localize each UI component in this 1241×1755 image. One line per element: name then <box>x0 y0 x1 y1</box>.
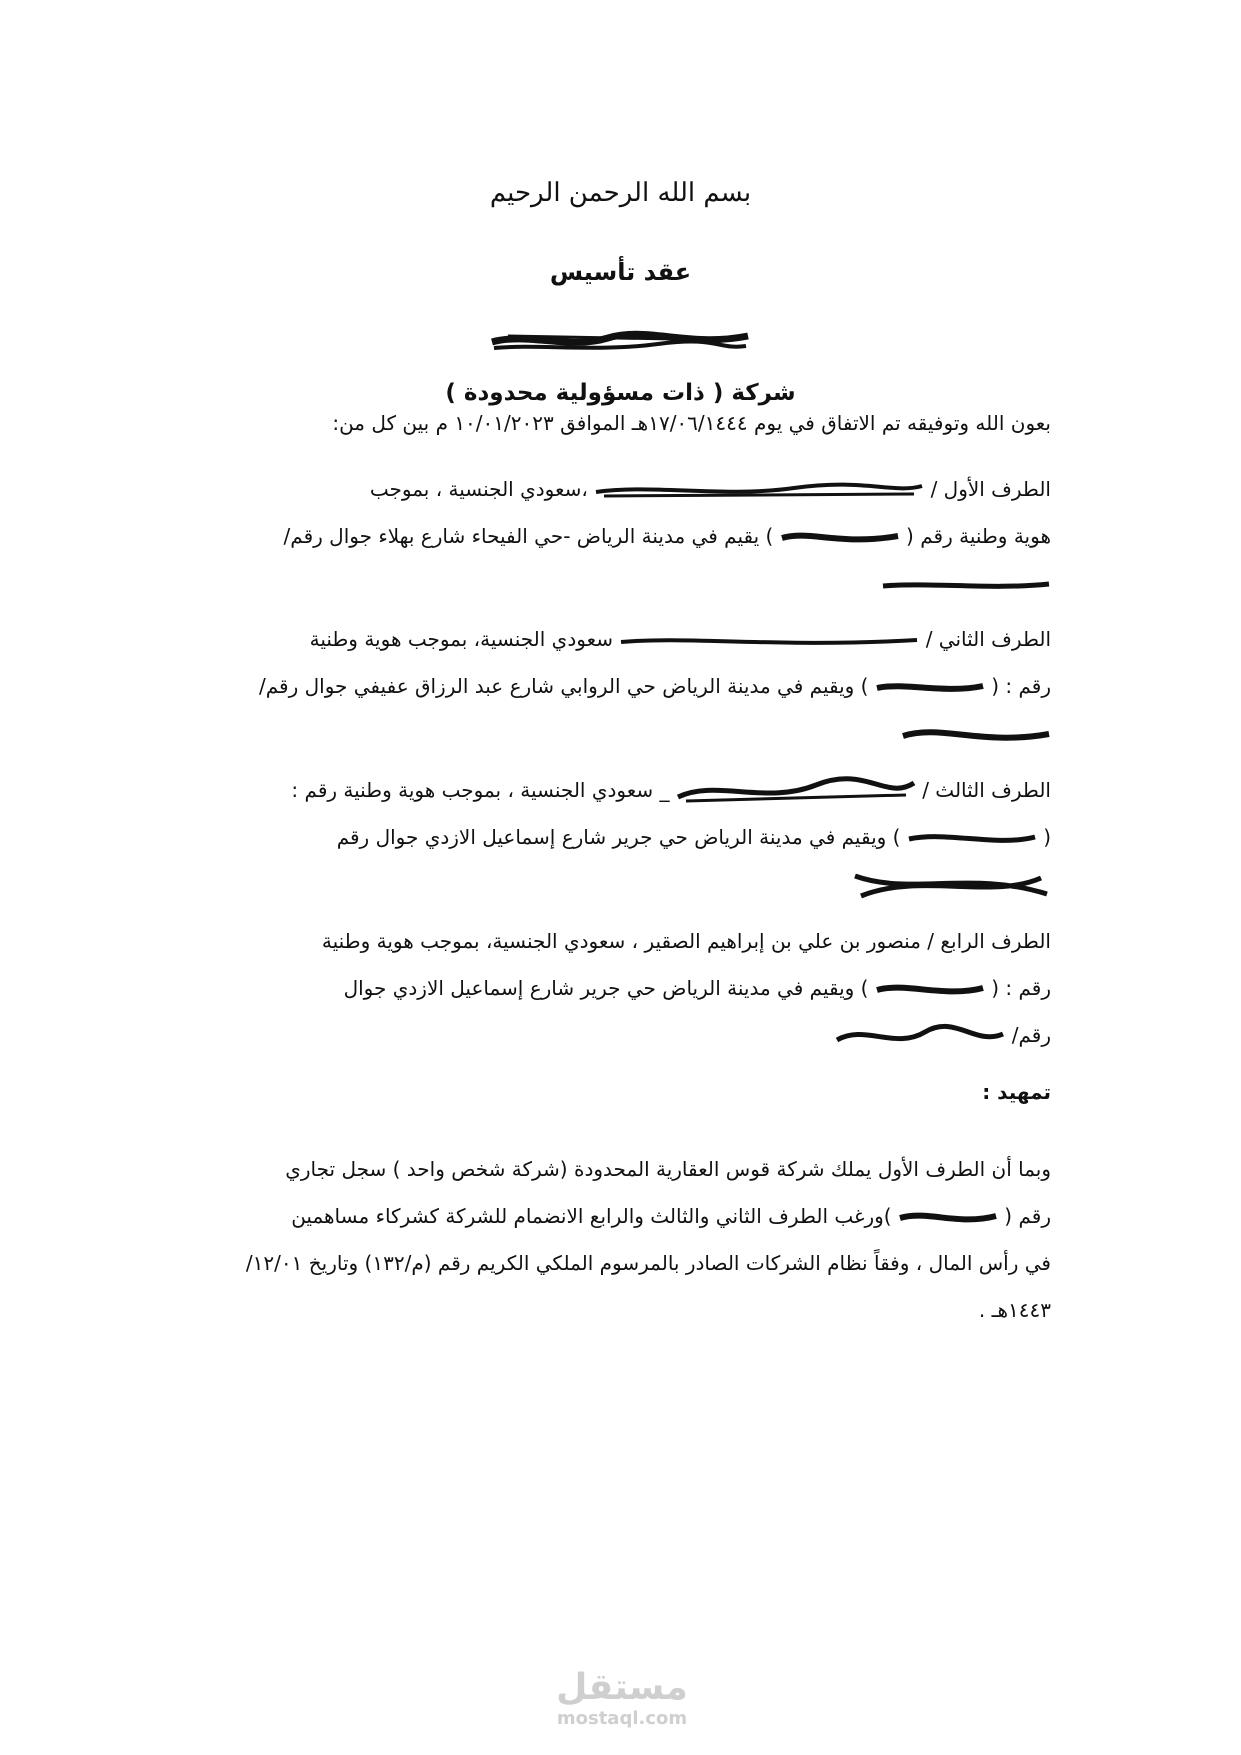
party1-line1: الطرف الأول / ،سعودي الجنسية ، بموجب <box>191 466 1051 513</box>
company-name-redaction <box>488 324 753 358</box>
party3-line2: ( ) ويقيم في مدينة الرياض حي جرير شارع إسماعيل الازدي جوال رقم <box>336 825 1051 849</box>
preamble-paragraph <box>191 1146 1051 1334</box>
party4-paragraph <box>191 918 1051 1059</box>
party2-line3 <box>191 710 1051 757</box>
party3-paragraph <box>191 767 1051 908</box>
party3-name-redaction <box>676 775 916 809</box>
preamble-line3: في رأس المال ، وفقاً نظام الشركات الصادر بالمرسوم الملكي الكريم رقم (م/١٣٢) وتاريخ ١٢/٠١/ <box>245 1251 1051 1275</box>
commercial-register-redaction <box>898 1206 998 1230</box>
party4-line3: رقم/ <box>191 1012 1051 1059</box>
party2-name-redaction <box>619 628 919 654</box>
basmala: بسم الله الرحمن الرحيم <box>489 178 752 208</box>
party4-line1: الطرف الرابع / منصور بن علي بن إبراهيم الصقير ، سعودي الجنسية، بموجب هوية وطنية <box>321 929 1051 953</box>
party2-line1: الطرف الثاني / سعودي الجنسية، بموجب هوية وطنية <box>191 616 1051 663</box>
party2-phone-redaction <box>901 722 1051 748</box>
company-type: شركة ( ذات مسؤولية محدودة ) <box>445 380 796 406</box>
party3-line3 <box>191 861 1051 908</box>
preamble-line4: ١٤٤٣هـ . <box>978 1298 1051 1322</box>
party1-line3 <box>191 560 1051 607</box>
intro-line: بعون الله وتوفيقه تم الاتفاق في يوم ١٧/٠٦/١٤٤٤هـ الموافق ١٠/٠١/٢٠٢٣ م بين كل من: <box>332 411 1051 435</box>
party3-id-redaction <box>907 827 1037 851</box>
preamble-line2: رقم ( )ورغب الطرف الثاني والثالث والرابع الانضمام للشركة كشركاء مساهمين <box>291 1204 1051 1228</box>
party1-paragraph <box>191 466 1051 607</box>
preamble-line1: وبما أن الطرف الأول يملك شركة قوس العقارية المحدودة (شركة شخص واحد ) سجل تجاري <box>285 1157 1051 1181</box>
party4-line2: رقم : ( ) ويقيم في مدينة الرياض حي جرير شارع إسماعيل الازدي جوال <box>343 976 1051 1000</box>
party2-paragraph <box>191 616 1051 757</box>
party3-line1: الطرف الثالث / _ سعودي الجنسية ، بموجب هوية وطنية رقم : <box>191 767 1051 814</box>
party1-name-redaction <box>594 476 924 506</box>
party3-phone-redaction <box>851 866 1051 906</box>
preamble-heading: تمهيد : <box>982 1080 1051 1104</box>
intro-paragraph <box>191 400 1051 447</box>
mostaql-watermark <box>542 1668 702 1730</box>
watermark-latin: mostaql.com <box>556 1708 688 1729</box>
party2-line2: رقم : ( ) ويقيم في مدينة الرياض حي الروابي شارع عبد الرزاق عفيفي جوال رقم/ <box>258 674 1051 698</box>
party2-id-redaction <box>875 676 985 700</box>
party1-label: الطرف الأول / <box>930 477 1051 501</box>
document-title: عقد تأسيس <box>549 258 692 286</box>
party1-line2: هوية وطنية رقم ( ) يقيم في مدينة الرياض -حي الفيحاء شارع بهلاء جوال رقم/ <box>283 524 1051 548</box>
watermark-arabic: مستقل <box>556 1667 688 1708</box>
party1-phone-redaction <box>881 574 1051 596</box>
party4-id-redaction <box>875 978 985 1002</box>
party1-id-redaction <box>780 526 900 550</box>
party4-phone-redaction <box>835 1020 1005 1054</box>
